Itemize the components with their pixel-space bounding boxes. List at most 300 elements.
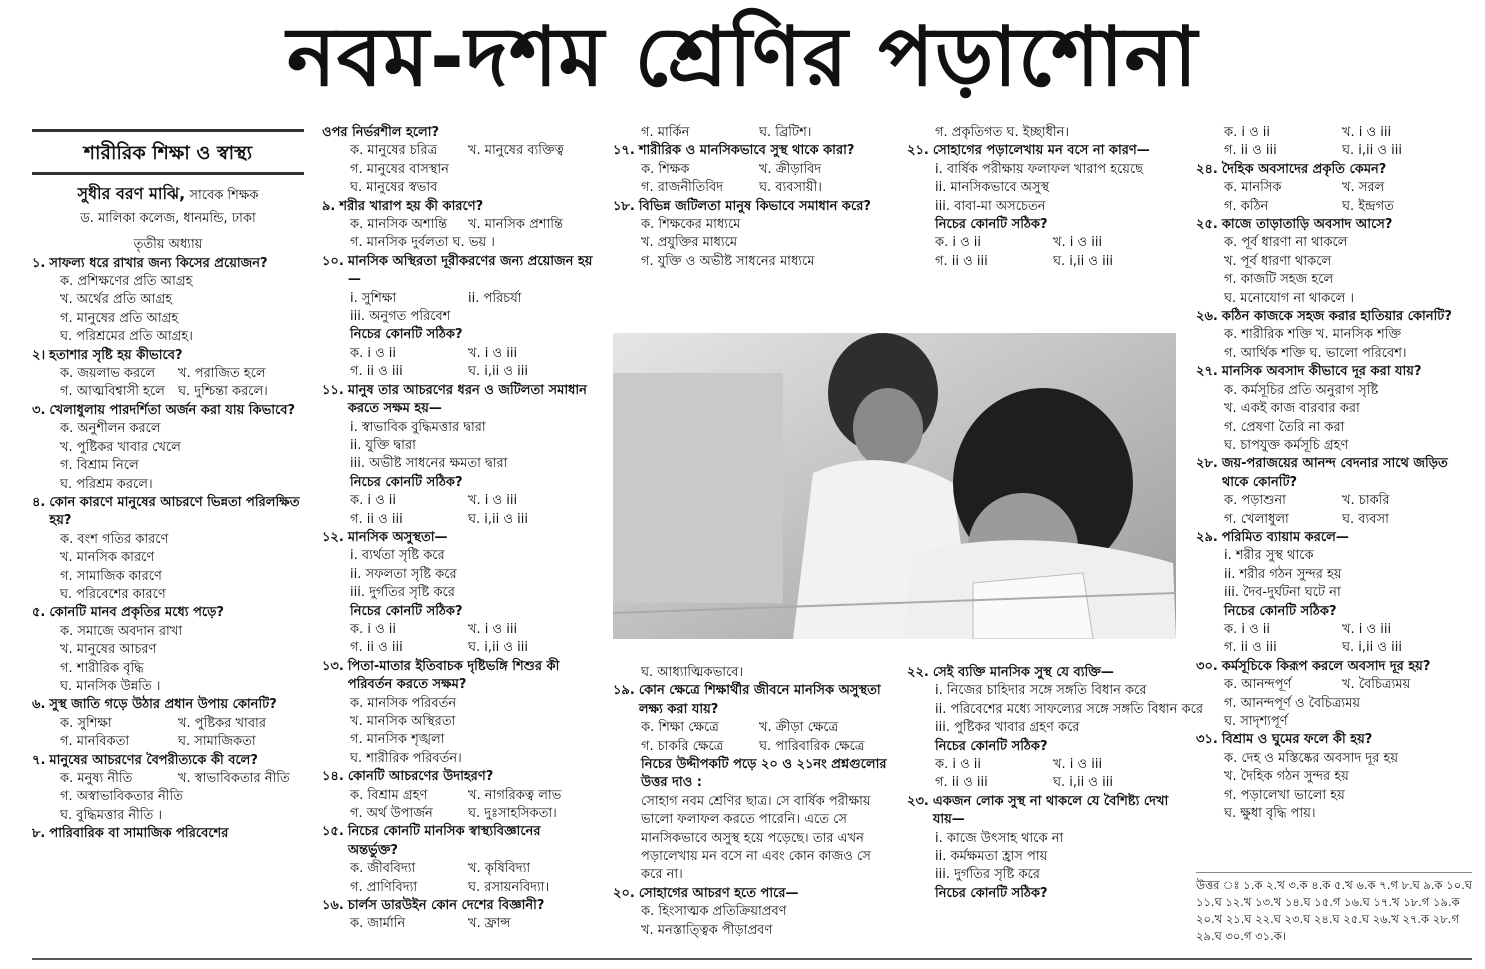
- statement: iii. অনুগত পরিবেশ: [350, 309, 451, 325]
- question-text: কঠিন কাজকে সহজ করার হাতিয়ার কোনটি?: [1221, 309, 1452, 325]
- question-list: [613, 664, 895, 940]
- question-text: পরিমিত ব্যায়াম করলে—: [1221, 529, 1349, 545]
- prompt: নিচের কোনটি সঠিক?: [350, 603, 463, 619]
- option: গ. মানবিকতা: [60, 734, 130, 750]
- question: [322, 382, 594, 419]
- option: ক. i ও ii: [1224, 125, 1271, 140]
- prompt: নিচের কোনটি সঠিক?: [350, 474, 463, 490]
- statement: ii. কর্মক্ষমতা হ্রাস পায়: [935, 849, 1048, 865]
- option-pair: [1196, 492, 1472, 510]
- option: ঘ. রসায়নবিদ্যা।: [468, 879, 550, 895]
- column-3-top: [613, 124, 893, 271]
- option: ঘ. i,ii ও iii: [468, 364, 528, 380]
- option-pair: [1196, 142, 1472, 160]
- option: খ. অর্থের প্রতি আগ্রহ: [60, 292, 173, 308]
- option: ক. অনুশীলন করলে: [60, 421, 161, 437]
- option: খ. মানুষের ব্যক্তিত্ব: [468, 143, 564, 159]
- option: খ. ফ্রান্স: [468, 916, 511, 932]
- option: গ. ii ও iii: [350, 364, 403, 380]
- option: ঘ. ক্ষুধা বৃদ্ধি পায়।: [1224, 806, 1316, 822]
- statement: i. নিজের চাহিদার সঙ্গে সঙ্গতি বিধান করে: [935, 683, 1147, 699]
- option-pair: [322, 621, 594, 639]
- option: গ. মানসিক শৃঙ্খলা: [350, 732, 445, 748]
- question: [1196, 455, 1472, 492]
- question-number: ১২.: [322, 529, 344, 545]
- option: গ. বিশ্রাম নিলে: [60, 458, 139, 474]
- question-text: দৈহিক অবসাদের প্রকৃতি কেমন?: [1221, 161, 1387, 177]
- option: গ. ii ও iii: [1224, 640, 1277, 656]
- column-3-bottom: [613, 664, 895, 940]
- option: খ. একই কাজ বারবার করা: [1224, 401, 1360, 417]
- option: ক. সুশিক্ষা: [60, 715, 112, 731]
- statement: i. স্বাভাবিক বুদ্ধিমত্তার দ্বারা: [350, 419, 486, 435]
- option-pair: [32, 383, 304, 401]
- option: গ. আত্মবিশ্বাসী হলে: [60, 384, 165, 400]
- option: ক. হিংসাত্মক প্রতিক্রিয়াপ্রবণ: [641, 904, 787, 920]
- option-pair: [322, 805, 594, 823]
- question-number: ১৯.: [613, 683, 635, 699]
- question-number: ২৮.: [1196, 456, 1218, 472]
- question-list: [613, 124, 893, 271]
- question: [322, 823, 594, 860]
- option: খ. i ও iii: [468, 493, 518, 509]
- question: [1196, 363, 1472, 381]
- question-text: কোনটি মানব প্রকৃতির মধ্যে পড়ে?: [49, 605, 224, 621]
- question: [1196, 658, 1472, 676]
- option-pair: [907, 234, 1179, 252]
- question-number: ২৩.: [907, 793, 929, 809]
- statement: i. শরীর সুস্থ থাকে: [1224, 548, 1314, 564]
- bottom-rule: [32, 958, 1472, 960]
- question-text: সেই ব্যক্তি মানসিক সুস্থ যে ব্যক্তি—: [932, 665, 1114, 680]
- column-2: [322, 124, 594, 934]
- option: ক. বংশ গতির কারণে: [60, 531, 169, 547]
- option: ঘ. চাপযুক্ত কর্মসূচি গ্রহণ: [1224, 437, 1349, 453]
- option: খ. স্বাভাবিকতার নীতি: [178, 771, 290, 786]
- option: ঘ. i,ii ও iii: [1053, 253, 1113, 269]
- passage: সোহাগ নবম শ্রেণির ছাত্র। সে বার্ষিক পরীক্ষায় ভালো ফলাফল করতে পারেনি। এতে সে মানসিকভাবে অসুস্থ হয়ে পড়েছে। তার এখন পড়ালেখায় মন বসে না এবং কোন কাজও সে করে না।: [641, 793, 871, 883]
- option: ঘ. সাদৃশ্যপূর্ণ: [1224, 714, 1288, 729]
- option: ক. মানসিক পরিবর্তন: [350, 695, 457, 711]
- question: [32, 752, 304, 770]
- option: i. সুশিক্ষা: [350, 290, 397, 306]
- question: [907, 664, 1179, 682]
- option: ঘ. i,ii ও iii: [1342, 143, 1402, 159]
- question: [1196, 161, 1472, 179]
- question: [1196, 216, 1472, 234]
- option-pair: [1196, 676, 1472, 694]
- option: ঘ. দুঃসাহসিকতা।: [468, 806, 557, 822]
- option: ঘ. পরিশ্রমের প্রতি আগ্রহ।: [60, 329, 193, 345]
- question-number: ২।: [32, 347, 46, 363]
- question-number: ২৯.: [1196, 529, 1218, 545]
- option: ঘ. মানুষের স্বভাব: [350, 180, 438, 196]
- question: [322, 768, 594, 786]
- option: খ. মানসিক অস্থিরতা: [350, 714, 456, 729]
- column-4-bottom: [907, 664, 1204, 903]
- option: ঘ. পরিশ্রম করলে।: [60, 476, 153, 492]
- question-number: ৩১.: [1196, 732, 1218, 748]
- question-text: পিতা-মাতার ইতিবাচক দৃষ্টিভঙ্গি শিশুর কী পরিবর্তন করতে সক্ষম?: [347, 658, 560, 693]
- question-text: মানসিক অসুস্থতা—: [347, 529, 448, 545]
- question-text: চার্লস ডারউইন কোন দেশের বিজ্ঞানী?: [347, 898, 545, 914]
- question-text: কাজে তাড়াতাড়ি অবসাদ আসে?: [1221, 217, 1393, 233]
- option: খ. পূর্ব ধারণা থাকলে: [1224, 253, 1332, 269]
- option: খ. মানুষের আচরণ: [60, 642, 157, 658]
- question-number: ১.: [32, 255, 46, 271]
- option: ক. i ও ii: [935, 757, 982, 773]
- question-list: [322, 124, 594, 934]
- option: গ. মানুষের বাসস্থান: [350, 161, 449, 177]
- question-number: ৭.: [32, 752, 46, 768]
- question-text: কর্মসূচিকে কিরূপ করলে অবসাদ দূর হয়?: [1221, 658, 1431, 674]
- option: ঘ. আধ্যাত্মিকভাবে।: [641, 665, 744, 680]
- statement: i. ব্যর্থতা সৃষ্টি করে: [350, 548, 445, 564]
- option-pair: [32, 733, 304, 751]
- question: [32, 347, 304, 365]
- question-number: ২০.: [613, 885, 635, 901]
- option: গ. আর্থিক শক্তি ঘ. ভালো পরিবেশ।: [1224, 345, 1407, 361]
- option: খ. i ও iii: [1342, 621, 1392, 637]
- option-pair: [613, 124, 893, 142]
- question: [907, 142, 1179, 160]
- option-pair: [907, 774, 1179, 792]
- option: গ. সামাজিক কারণে: [60, 568, 162, 584]
- option: গ. মার্কিন: [641, 125, 690, 140]
- option: ঘ. ব্রিটিশ।: [759, 125, 812, 140]
- option: ক. জয়লাভ করলে: [60, 366, 156, 382]
- option: গ. কঠিন: [1224, 198, 1269, 214]
- question-number: ৫.: [32, 605, 46, 621]
- option: গ. ii ও iii: [935, 775, 988, 791]
- option: ক. মানসিক: [1224, 180, 1282, 196]
- option: ক. শারীরিক শক্তি খ. মানসিক শক্তি: [1224, 327, 1402, 343]
- option: ঘ. ইন্দ্রগত: [1342, 198, 1394, 214]
- option: ক. সমাজে অবদান রাখা: [60, 623, 183, 639]
- option: ii. পরিচর্যা: [468, 290, 522, 306]
- question-text: নিচের কোনটি মানসিক স্বাস্থ্যবিজ্ঞানের অন্তর্ভুক্ত?: [347, 824, 541, 858]
- question-text: সোহাগের আচরণ হতে পারে—: [638, 885, 799, 901]
- question-text: কোন ক্ষেত্রে শিক্ষার্থীর জীবনে মানসিক অসুস্থতা লক্ষ্য করা যায়?: [638, 683, 881, 717]
- question-text: হতাশার সৃষ্টি হয় কীভাবে?: [49, 347, 183, 363]
- option: গ. পড়ালেখা ভালো হয়: [1224, 787, 1345, 803]
- question-number: ১৫.: [322, 824, 344, 840]
- section-title: শারীরিক শিক্ষা ও স্বাস্থ্য: [32, 129, 304, 175]
- statement: iii. দৈব-দুর্ঘটনা ঘটে না: [1224, 585, 1341, 601]
- column-5: [1196, 124, 1472, 823]
- question-number: ৩.: [32, 402, 46, 418]
- option: ঘ. সামাজিকতা: [178, 734, 256, 750]
- question: [322, 658, 594, 695]
- question: [322, 529, 594, 547]
- option-pair: [322, 860, 594, 878]
- statement: iii. দুর্গতির সৃষ্টি করে: [350, 585, 455, 601]
- option: গ. খেলাধুলা: [1224, 511, 1289, 527]
- question-number: ১৭.: [613, 143, 635, 159]
- question-number: ১১.: [322, 382, 344, 398]
- option: খ. i ও iii: [468, 621, 518, 637]
- question-number: ১৩.: [322, 658, 344, 674]
- option: ঘ. i,ii ও iii: [1342, 640, 1402, 656]
- option-pair: [322, 142, 594, 160]
- question-text: মানুষ তার আচরণের ধরন ও জটিলতা সমাধান করতে সক্ষম হয়—: [347, 382, 587, 417]
- question-number: ৯.: [322, 198, 336, 214]
- option: খ. মনস্তাত্ত্বিক পীড়াপ্রবণ: [641, 922, 773, 938]
- statement: i. কাজে উৎসাহ থাকে না: [935, 830, 1064, 846]
- prompt: নিচের কোনটি সঠিক?: [935, 217, 1048, 233]
- option: খ. i ও iii: [1053, 757, 1103, 773]
- option: খ. i ও iii: [1342, 125, 1392, 140]
- statement: iii. দুর্গতির সৃষ্টি করে: [935, 867, 1040, 883]
- option: ক. মানসিক অশান্তি: [350, 217, 448, 233]
- option-pair: [907, 253, 1179, 271]
- question-number: ১০.: [322, 253, 344, 269]
- option: ঘ. i,ii ও iii: [468, 511, 528, 527]
- option-pair: [32, 365, 304, 383]
- author-name: সুধীর বরণ মাঝি,: [77, 184, 186, 204]
- option: গ. যুক্তি ও অভীষ্ট সাধনের মাধ্যমে: [641, 253, 815, 269]
- option: গ. চাকরি ক্ষেত্রে: [641, 738, 724, 754]
- option-pair: [1196, 639, 1472, 657]
- question-list: [907, 124, 1179, 271]
- option-pair: [1196, 198, 1472, 216]
- option-pair: [322, 639, 594, 657]
- option-pair: [1196, 124, 1472, 142]
- masthead: [0, 0, 1485, 120]
- question-number: ৮.: [32, 826, 46, 842]
- question-text: ওপর নির্ভরশীল হলো?: [322, 125, 440, 140]
- option: গ. ii ও iii: [350, 511, 403, 527]
- option: ক. i ও ii: [350, 345, 397, 361]
- option: ঘ. i,ii ও iii: [1053, 775, 1113, 791]
- column-1: [32, 124, 304, 844]
- question: [1196, 308, 1472, 326]
- option: ঘ. মনোযোগ না থাকলে ।: [1224, 290, 1355, 306]
- option: ক. শিক্ষক: [641, 161, 690, 177]
- option: ক. i ও ii: [1224, 621, 1271, 637]
- question-number: ১৮.: [613, 198, 635, 214]
- statement: ii. পরিবেশের মধ্যে সাফল্যের সঙ্গে সঙ্গতি বিধান করে: [935, 701, 1204, 717]
- question-number: ৪.: [32, 494, 46, 510]
- prompt: নিচের কোনটি সঠিক?: [350, 327, 463, 343]
- option-pair: [613, 738, 895, 756]
- author-institution: ড. মালিকা কলেজ, ধানমন্ডি, ঢাকা: [80, 210, 256, 226]
- question: [32, 604, 304, 622]
- question-text: বিশ্রাম ও ঘুমের ফলে কী হয়?: [1221, 732, 1373, 748]
- option: ঘ. বুদ্ধিমত্তার নীতি ।: [60, 807, 163, 823]
- option-pair: [32, 715, 304, 733]
- option: খ. নাগরিকত্ব লাভ: [468, 787, 562, 803]
- question: [1196, 731, 1472, 749]
- option: ঘ. ব্যবসায়ী।: [759, 180, 822, 196]
- option: খ. i ও iii: [468, 345, 518, 361]
- option: ঘ. মানসিক উন্নতি ।: [60, 678, 161, 694]
- option: গ. কাজটি সহজ হলে: [1224, 272, 1334, 288]
- students-exam-photo: [613, 333, 1176, 639]
- option: গ. অস্বাভাবিকতার নীতি: [60, 789, 183, 805]
- question: [613, 682, 895, 719]
- option: খ. বৈচিত্র্যময়: [1342, 677, 1411, 693]
- option: খ. চাকরি: [1342, 493, 1390, 509]
- option-pair: [322, 915, 594, 933]
- option-pair: [907, 756, 1179, 774]
- option: খ. পুষ্টিকর খাবার: [178, 715, 266, 731]
- question: [1196, 529, 1472, 547]
- option: ক. জীববিদ্যা: [350, 861, 416, 877]
- option: গ. ii ও iii: [935, 253, 988, 269]
- option: খ. দৈহিক গঠন সুন্দর হয়: [1224, 769, 1349, 785]
- option: ঘ. ব্যবসা: [1342, 511, 1389, 527]
- option: গ. মানসিক দুর্বলতা ঘ. ভয় ।: [350, 235, 495, 251]
- option: খ. i ও iii: [1053, 235, 1103, 251]
- option-pair: [322, 879, 594, 897]
- option: ক. মনুষ্য নীতি: [60, 771, 133, 786]
- question-text: শরীর খারাপ হয় কী কারণে?: [339, 198, 484, 214]
- question-text: শারীরিক ও মানসিকভাবে সুস্থ থাকে কারা?: [638, 143, 855, 159]
- column-4-top: [907, 124, 1179, 271]
- option: ঘ. i,ii ও iii: [468, 640, 528, 656]
- question-number: ১৪.: [322, 769, 344, 785]
- option-pair: [1196, 511, 1472, 529]
- option: ক. শিক্ষা ক্ষেত্রে: [641, 720, 719, 736]
- statement: iii. পুষ্টিকর খাবার গ্রহণ করে: [935, 720, 1080, 736]
- option: ক. পূর্ব ধারণা না থাকলে: [1224, 235, 1348, 251]
- question-number: ৩০.: [1196, 658, 1218, 674]
- option: ঘ. পারিবারিক ক্ষেত্রে: [759, 738, 865, 754]
- author-role: সাবেক শিক্ষক: [185, 188, 259, 204]
- question-number: ২৭.: [1196, 364, 1218, 380]
- option: গ. মানুষের প্রতি আগ্রহ: [60, 310, 179, 326]
- option-pair: [32, 770, 304, 788]
- option-pair: [322, 511, 594, 529]
- question-text: সুস্থ জাতি গড়ে উঠার প্রধান উপায় কোনটি?: [49, 697, 277, 713]
- option: ক. i ও ii: [350, 493, 397, 509]
- page-title: নবম-দশম শ্রেণির পড়াশোনা: [286, 10, 1199, 105]
- option: গ. অর্থ উপার্জন: [350, 806, 433, 822]
- option-pair: [1196, 621, 1472, 639]
- option: খ. কৃষিবিদ্যা: [468, 861, 531, 877]
- option-pair: [322, 492, 594, 510]
- option-pair: [322, 363, 594, 381]
- option: খ. পুষ্টিকর খাবার খেলে: [60, 439, 181, 455]
- question-text: পারিবারিক বা সামাজিক পরিবেশের: [49, 826, 229, 842]
- question: [32, 402, 304, 420]
- question-list: [907, 664, 1204, 903]
- question: [32, 255, 304, 273]
- question-number: ২৫.: [1196, 217, 1218, 233]
- option: ক. পড়াশুনা: [1224, 493, 1286, 509]
- question: [613, 142, 893, 160]
- option: ঘ. পরিবেশের কারণে: [60, 586, 166, 602]
- option: গ. প্রাণিবিদ্যা: [350, 879, 418, 895]
- option: ক. মানুষের চরিত্র: [350, 143, 438, 159]
- question-number: ২২.: [907, 665, 929, 680]
- option: গ. রাজনীতিবিদ: [641, 180, 724, 196]
- question-text: মানসিক অবসাদ কীভাবে দূর করা যায়?: [1221, 364, 1422, 380]
- statement: ii. মানসিকভাবে অসুস্থ: [935, 180, 1050, 196]
- option-pair: [322, 787, 594, 805]
- option: গ. ii ও iii: [1224, 143, 1277, 159]
- question-text: একজন লোক সুস্থ না থাকলে যে বৈশিষ্ট্য দেখা যায়—: [932, 793, 1169, 828]
- option: ক. বিশ্রাম গ্রহণ: [350, 787, 428, 803]
- option: ক. i ও ii: [935, 235, 982, 251]
- question: [322, 897, 594, 915]
- chapter-label: তৃতীয় অধ্যায়: [133, 237, 203, 253]
- option: খ. ক্রীড়াবিদ: [759, 161, 822, 177]
- option: গ. শারীরিক বৃদ্ধি: [60, 660, 144, 676]
- question: [32, 825, 304, 843]
- option: খ. ক্রীড়া ক্ষেত্রে: [759, 720, 839, 736]
- statement: i. বার্ষিক পরীক্ষায় ফলাফল খারাপ হয়েছে: [935, 161, 1144, 177]
- question-list: [1196, 124, 1472, 823]
- question-text: জয়-পরাজয়ের আনন্দ বেদনার সাথে জড়িত থাকে কোনটি?: [1221, 456, 1448, 490]
- option: খ. মানসিক কারণে: [60, 550, 155, 566]
- question: [322, 253, 594, 290]
- question-text: মানুষের আচরণের বৈপরীত্যকে কী বলে?: [49, 752, 258, 768]
- prompt: নিচের কোনটি সঠিক?: [1224, 603, 1337, 619]
- question-number: ৬.: [32, 697, 46, 713]
- option: ক. আনন্দপূর্ণ: [1224, 677, 1292, 693]
- question-list: [32, 255, 304, 844]
- question-text: কোনটি আচরণের উদাহরণ?: [347, 769, 494, 785]
- question: [32, 696, 304, 714]
- question-text: মানসিক অস্থিরতা দূরীকরণের জন্য প্রয়োজন হয়—: [347, 253, 593, 288]
- option: ঘ. শারীরিক পরিবর্তন।: [350, 750, 462, 766]
- option-pair: [1196, 179, 1472, 197]
- question-text: সোহাগের পড়ালেখায় মন বসে না কারণ—: [932, 143, 1150, 159]
- question-number: ২৪.: [1196, 161, 1218, 177]
- question-text: সাফল্য ধরে রাখার জন্য কিসের প্রয়োজন?: [49, 255, 268, 271]
- option: খ. পরাজিত হলে: [178, 366, 266, 382]
- question-number: ১৬.: [322, 898, 344, 914]
- option-pair: [613, 719, 895, 737]
- question-text: বিভিন্ন জটিলতা মানুষ কিভাবে সমাধান করে?: [638, 198, 871, 214]
- option: গ. আনন্দপূর্ণ ও বৈচিত্র্যময়: [1224, 695, 1361, 711]
- option: ক. প্রশিক্ষণের প্রতি আগ্রহ: [60, 274, 193, 290]
- option-pair: [322, 216, 594, 234]
- option: ক. কর্মসূচির প্রতি অনুরাগ সৃষ্টি: [1224, 382, 1379, 398]
- statement: ii. শরীর গঠন সুন্দর হয়: [1224, 566, 1342, 582]
- option: খ. সরল: [1342, 180, 1385, 196]
- option: ক. শিক্ষকের মাধ্যমে: [641, 217, 741, 233]
- option: ক. দেহ ও মস্তিষ্কের অবসাদ দূর হয়: [1224, 750, 1399, 766]
- option-pair: [613, 161, 893, 179]
- question: [32, 494, 304, 531]
- option: ক. জার্মানি: [350, 916, 406, 932]
- question-number: ২১.: [907, 143, 929, 159]
- option: খ. প্রযুক্তির মাধ্যমে: [641, 235, 738, 251]
- option: খ. মানসিক প্রশান্তি: [468, 217, 563, 233]
- photo-illustration: [613, 333, 1176, 639]
- question-number: ২৬.: [1196, 309, 1218, 325]
- option: গ. প্রেষণা তৈরি না করা: [1224, 419, 1345, 435]
- option: ঘ. দুশ্চিন্তা করলে।: [178, 384, 268, 400]
- prompt: নিচের উদ্দীপকটি পড়ে ২০ ও ২১নং প্রশ্নগুলোর উত্তর দাও :: [641, 757, 887, 791]
- question: [322, 124, 594, 142]
- option-pair: [322, 290, 594, 308]
- question: [322, 198, 594, 216]
- question: [613, 198, 893, 216]
- statement: iii. বাবা-মা অসচেতন: [935, 198, 1046, 214]
- prompt: নিচের কোনটি সঠিক?: [935, 738, 1048, 754]
- option: গ. ii ও iii: [350, 640, 403, 656]
- statement: ii. যুক্তি দ্বারা: [350, 437, 416, 453]
- question-text: কোন কারণে মানুষের আচরণে ভিন্নতা পরিলক্ষিত হয়?: [49, 494, 300, 529]
- option-pair: [322, 345, 594, 363]
- statement: ii. সফলতা সৃষ্টি করে: [350, 566, 457, 582]
- option: ক. i ও ii: [350, 621, 397, 637]
- prompt: নিচের কোনটি সঠিক?: [935, 885, 1048, 901]
